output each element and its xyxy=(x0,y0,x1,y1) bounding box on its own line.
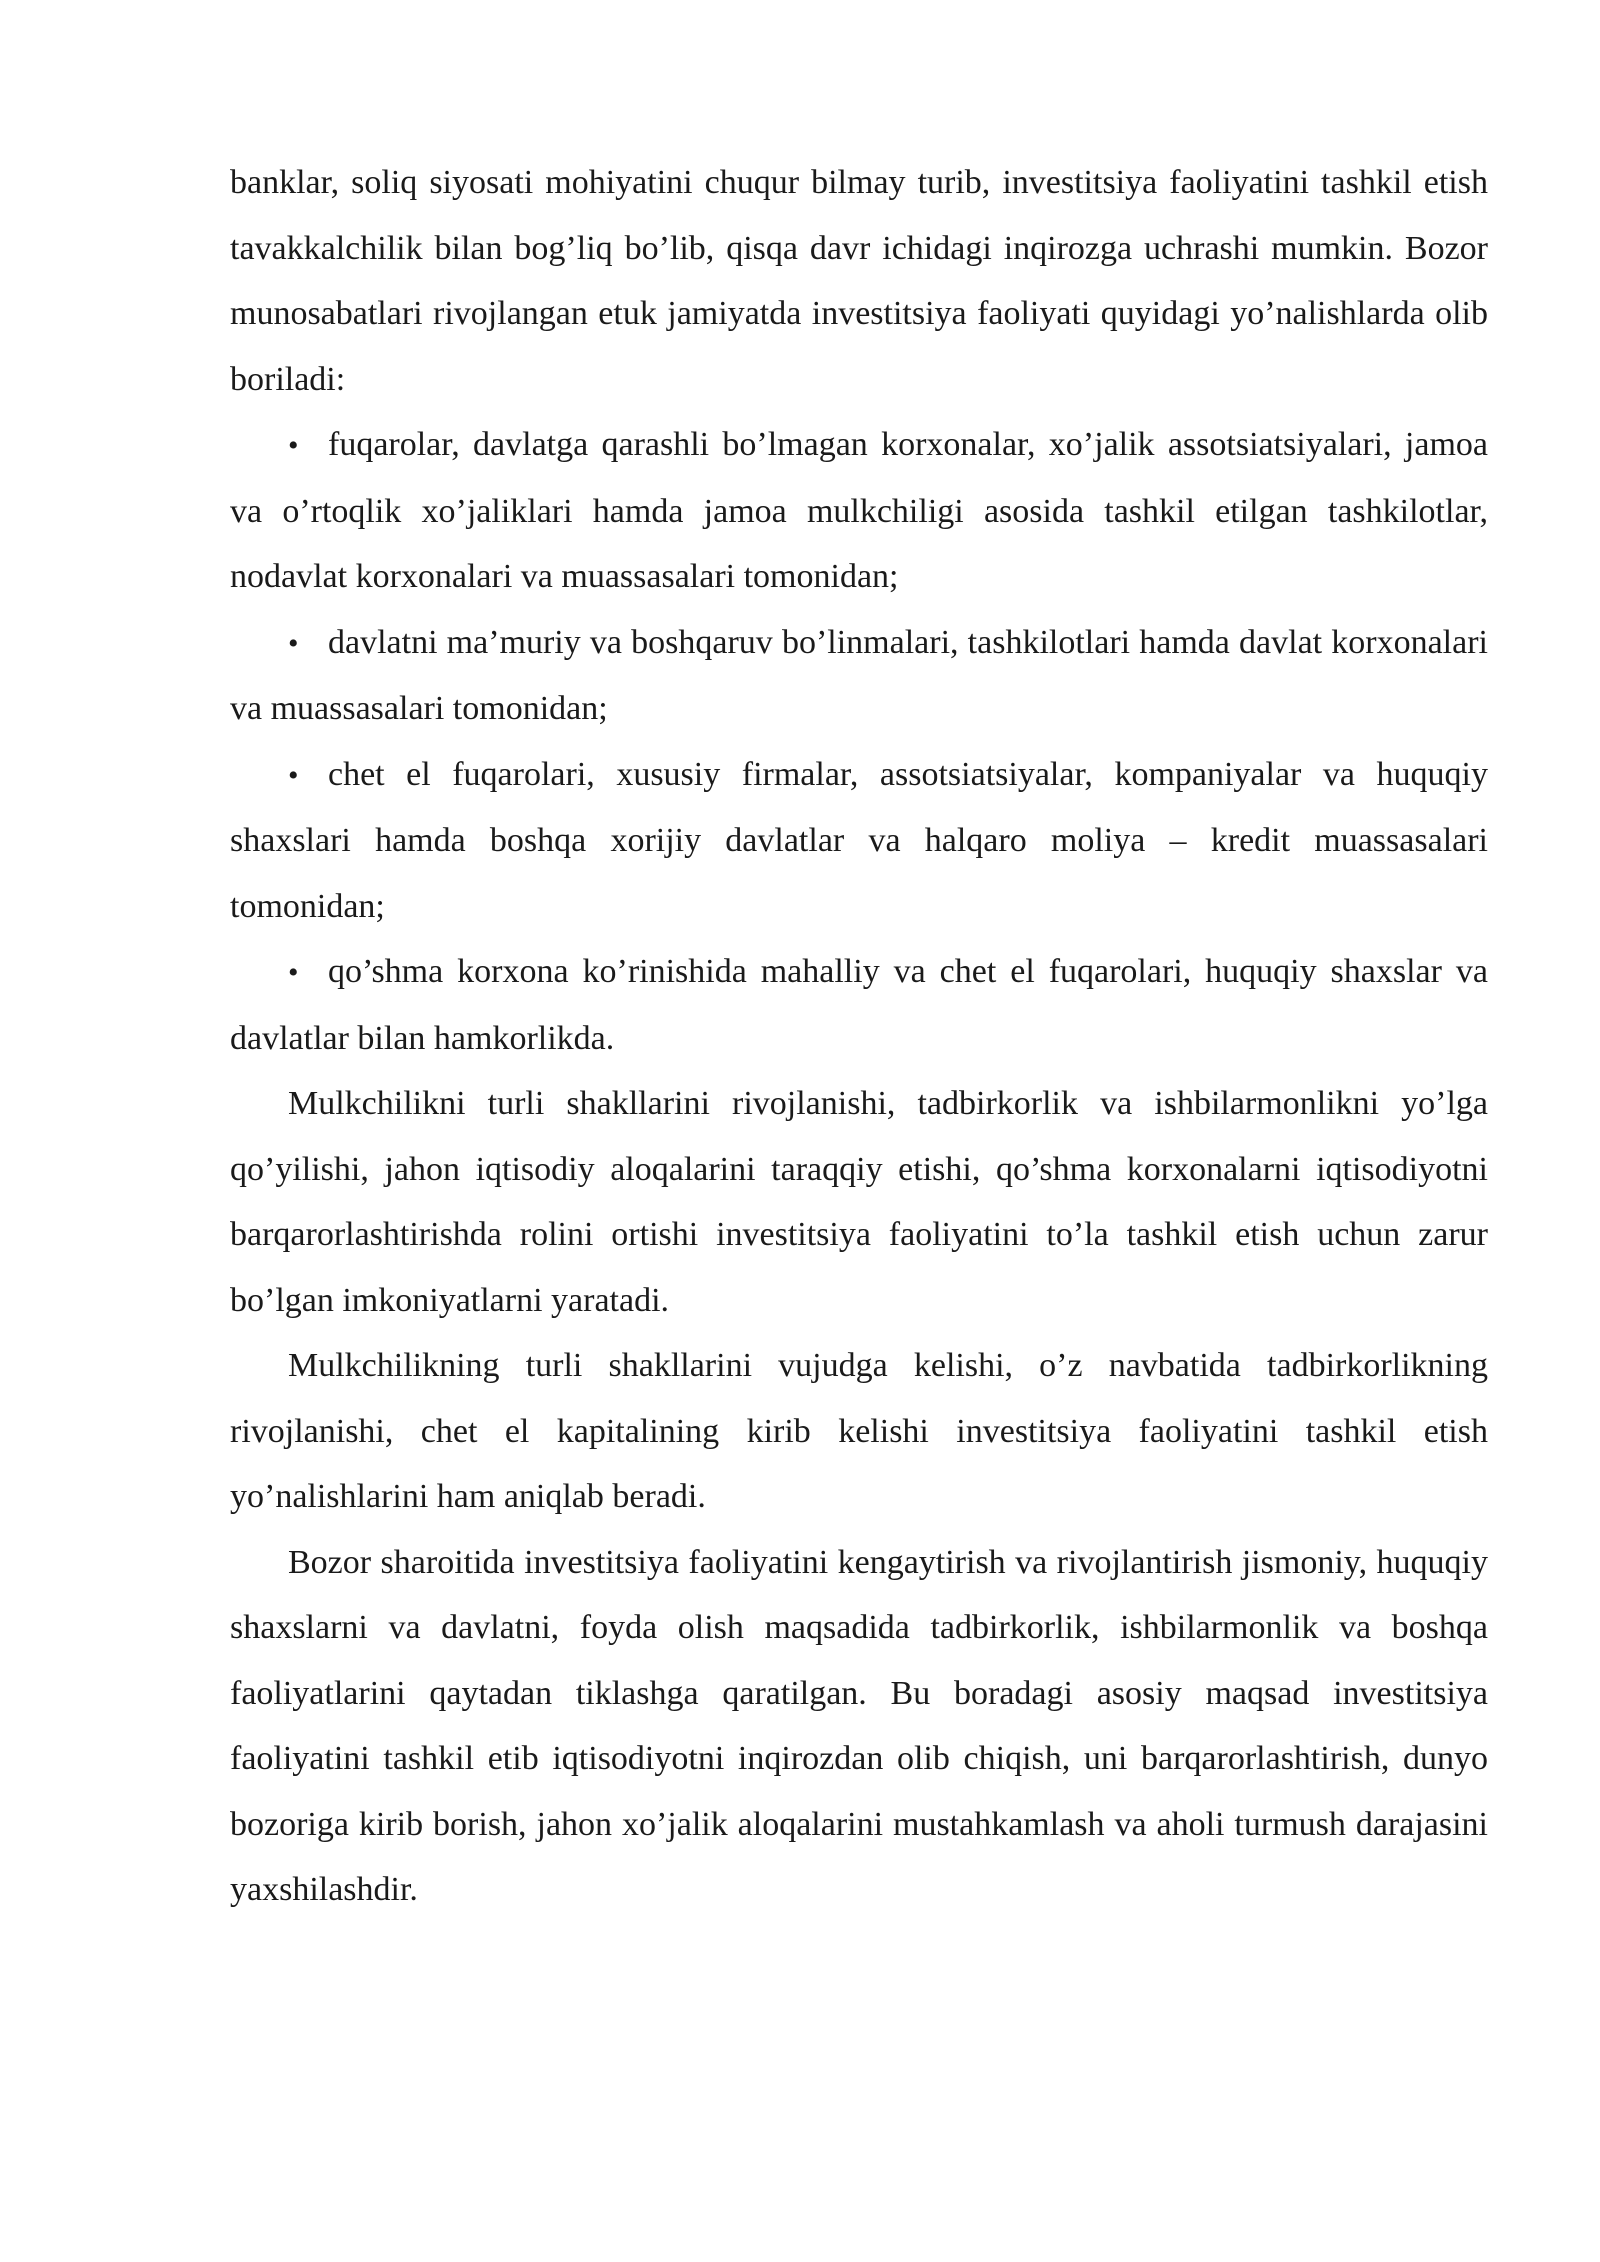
body-paragraph-3: Bozor sharoitida investitsiya faoliyatini kengaytirish va rivojlantirish jismoniy, huquqiy shaxslarni va davlatni, foyda olish maqsadida tadbirkorlik, ishbilarmonlik va boshqa faoliyatlarini qaytadan tiklashga qaratilgan. Bu boradagi asosiy maqsad investitsiya faoliyatini tashkil etib iqtisodiyotni inqirozdan olib chiqish, uni barqarorlashtirish, dunyo bozoriga kirib borish, jahon xo’jalik aloqalarini mustahkamlash va aholi turmush darajasini yaxshilashdir. xyxy=(230,1543,1488,1908)
bullet-text-4: qo’shma korxona ko’rinishida mahalliy va chet el fuqarolari, huquqiy shaxslar va davlatlar bilan hamkorlikda. xyxy=(230,953,1488,1057)
bullet-item-2 xyxy=(230,610,1488,742)
body-paragraph-2: Mulkchilikning turli shakllarini vujudga kelishi, o’z navbatida tadbirkorlikning rivojlanishi, chet el kapitalining kirib kelishi investitsiya faoliyatini tashkil etish yo’nalishlarini ham aniqlab beradi. xyxy=(230,1347,1488,1515)
body-paragraph-1: Mulkchilikni turli shakllarini rivojlanishi, tadbirkorlik va ishbilarmonlikni yo’lga qo’yilishi, jahon iqtisodiy aloqalarini taraqqiy etishi, qo’shma korxonalarni iqtisodiyotni barqarorlashtirishda rolini ortishi investitsiya faoliyatini to’la tashkil etish uchun zarur bo’lgan imkoniyatlarni yaratadi. xyxy=(230,1085,1488,1319)
bullet-text-2: davlatni ma’muriy va boshqaruv bo’linmalari, tashkilotlari hamda davlat korxonalari va muassasalari tomonidan; xyxy=(230,623,1488,727)
bullet-dot-icon: • xyxy=(288,429,299,462)
bullet-text-3: chet el fuqarolari, xususiy firmalar, assotsiatsiyalar, kompaniyalar va huquqiy shaxslari hamda boshqa xorijiy davlatlar va halqaro moliya – kredit muassasalari tomonidan; xyxy=(230,755,1488,925)
bullet-item-4 xyxy=(230,939,1488,1071)
bullet-dot-icon: • xyxy=(288,956,299,989)
bullet-text-1: fuqarolar, davlatga qarashli bo’lmagan korxonalar, xo’jalik assotsiatsiyalari, jamoa va o’rtoqlik xo’jaliklari hamda jamoa mulkchiligi asosida tashkil etilgan tashkilotlar, nodavlat korxonalari va muassasalari tomonidan; xyxy=(230,426,1488,595)
bullet-item-3 xyxy=(230,742,1488,940)
bullet-dot-icon: • xyxy=(288,758,299,792)
bullet-dot-icon: • xyxy=(288,626,299,660)
bullet-item-1 xyxy=(230,412,1488,610)
document-body xyxy=(230,150,1488,1923)
intro-paragraph: banklar, soliq siyosati mohiyatini chuqur bilmay turib, investitsiya faoliyatini tashkil etish tavakkalchilik bilan bog’liq bo’lib, qisqa davr ichidagi inqirozga uchrashi mumkin. Bozor munosabatlari rivojlangan etuk jamiyatda investitsiya faoliyati quyidagi yo’nalishlarda olib boriladi: xyxy=(230,164,1488,398)
